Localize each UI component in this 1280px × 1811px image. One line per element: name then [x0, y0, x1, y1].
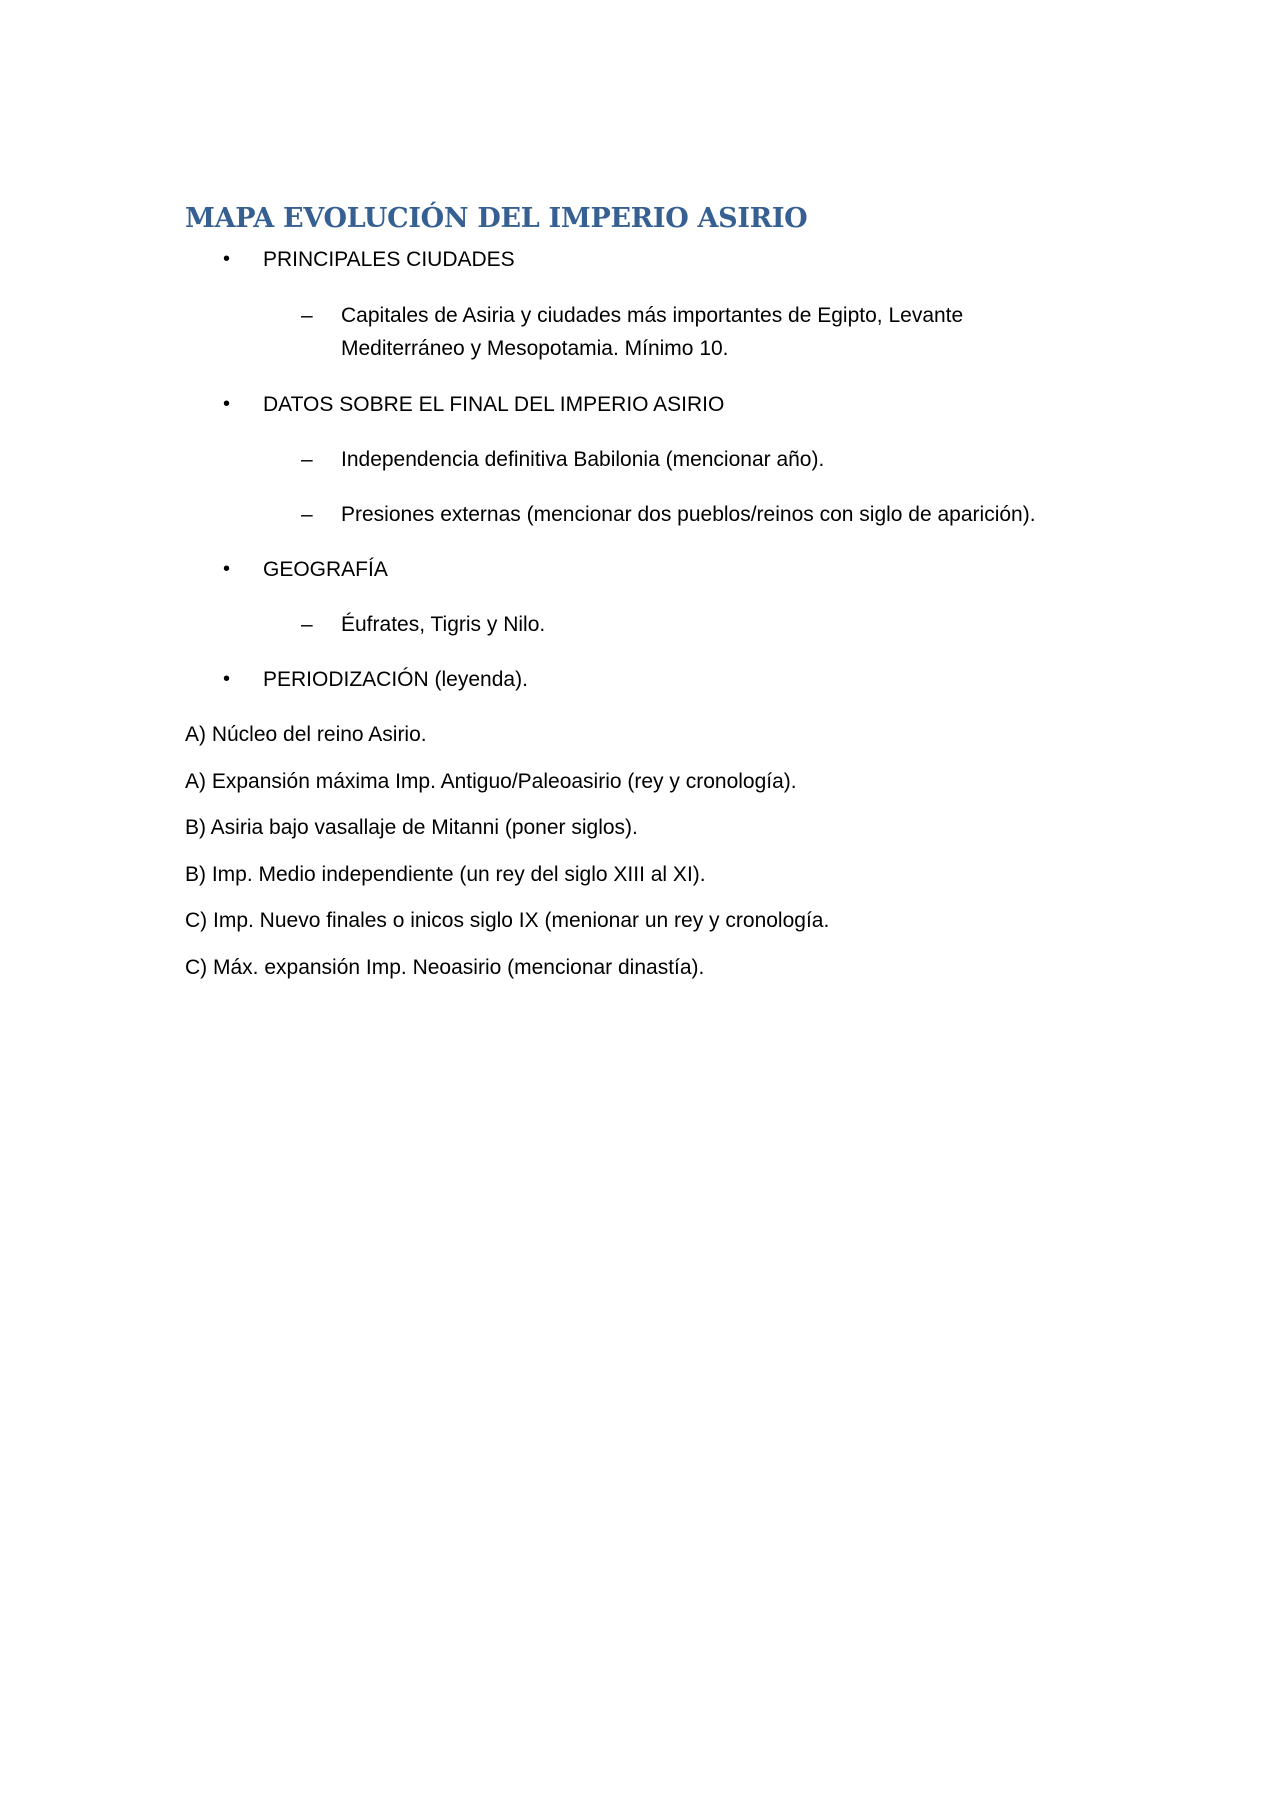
sub-item-capitales	[185, 299, 1085, 365]
sub-item-text: Presiones externas (mencionar dos pueblos/reinos con siglo de aparición).	[341, 503, 1036, 526]
bullet-label: GEOGRAFÍA	[263, 558, 388, 581]
bullet-label: PERIODIZACIÓN (leyenda).	[263, 668, 528, 691]
legend-line: B) Asiria bajo vasallaje de Mitanni (poner siglos).	[185, 816, 638, 839]
sub-item-text: Éufrates, Tigris y Nilo.	[341, 613, 546, 636]
bullet-icon: •	[223, 558, 231, 580]
bullet-item-datos-final	[185, 388, 1085, 421]
legend-line: C) Máx. expansión Imp. Neoasirio (mencionar dinastía).	[185, 956, 705, 979]
sub-item-text: Capitales de Asiria y ciudades más importantes de Egipto, Levante Mediterráneo y Mesopotamia. Mínimo 10.	[341, 304, 964, 360]
bullet-label: DATOS SOBRE EL FINAL DEL IMPERIO ASIRIO	[263, 393, 725, 416]
document-title: MAPA EVOLUCIÓN DEL IMPERIO ASIRIO	[185, 203, 808, 234]
dash-icon: –	[301, 613, 313, 636]
legend-line: A) Núcleo del reino Asirio.	[185, 723, 427, 746]
bullet-icon: •	[223, 248, 231, 270]
legend-line: B) Imp. Medio independiente (un rey del siglo XIII al XI).	[185, 863, 706, 886]
sub-item-independencia	[185, 443, 1085, 476]
sub-item-presiones	[185, 498, 1085, 531]
sub-item-rios	[185, 608, 1085, 641]
bullet-item-principales-ciudades	[185, 243, 1085, 276]
bullet-item-periodizacion	[185, 663, 1085, 696]
dash-icon: –	[301, 503, 313, 526]
bullet-icon: •	[223, 393, 231, 415]
bullet-item-geografia	[185, 553, 1085, 586]
bullet-label: PRINCIPALES CIUDADES	[263, 248, 515, 271]
bullet-icon: •	[223, 668, 231, 690]
dash-icon: –	[301, 448, 313, 471]
legend-line: C) Imp. Nuevo finales o inicos siglo IX (menionar un rey y cronología.	[185, 909, 830, 932]
legend-line: A) Expansión máxima Imp. Antiguo/Paleoasirio (rey y cronología).	[185, 770, 797, 793]
sub-item-text: Independencia definitiva Babilonia (mencionar año).	[341, 448, 825, 471]
dash-icon: –	[301, 304, 313, 327]
